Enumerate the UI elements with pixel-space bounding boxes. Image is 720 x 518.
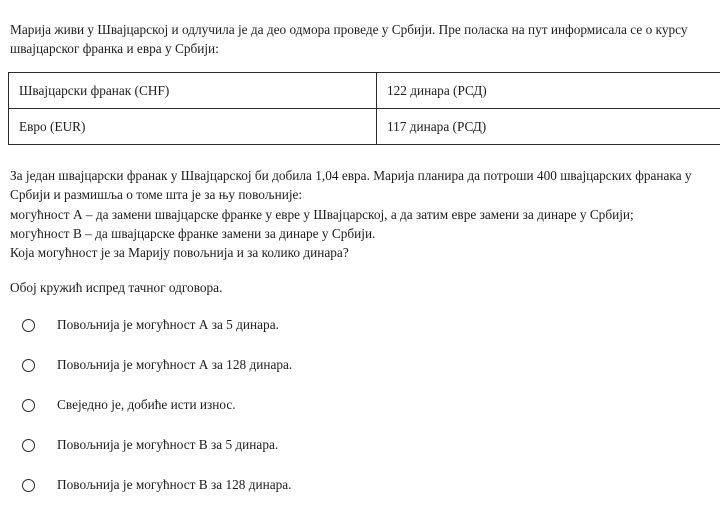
option-b-description: могућност В – да швајцарске франке замени за динаре у Србији. xyxy=(10,226,376,241)
radio-circle-icon[interactable] xyxy=(22,479,35,492)
table-row xyxy=(9,73,720,109)
explanation-paragraph: За један швајцарски франак у Швајцарској би добила 1,04 евра. Марија планира да потроши 400 швајцарских франака у Србији и размишља о томе шта је за њу повољније: xyxy=(10,168,692,203)
answer-option-label: Повољнија је могућност А за 128 динара. xyxy=(57,357,293,372)
radio-circle-icon[interactable] xyxy=(22,399,35,412)
answer-option-label: Повољнија је могућност В за 5 динара. xyxy=(57,437,279,452)
instruction-line: Обој кружић испред тачног одговора. xyxy=(10,280,223,295)
radio-circle-icon[interactable] xyxy=(22,319,35,332)
answer-option-label: Свеједно је, добиће исти износ. xyxy=(57,397,236,412)
exchange-rates-table-body xyxy=(9,73,720,145)
answer-option-label: Повољнија је могућност А за 5 динара. xyxy=(57,317,279,332)
answer-options-list xyxy=(0,315,500,515)
table-cell-value: 122 динара (РСД) xyxy=(377,73,720,109)
table-cell-value: 117 динара (РСД) xyxy=(377,109,720,145)
answer-option-3[interactable] xyxy=(0,395,500,435)
answer-option-4[interactable] xyxy=(0,435,500,475)
table-cell-currency: Евро (EUR) xyxy=(9,109,377,145)
answer-option-2[interactable] xyxy=(0,355,500,395)
table-row xyxy=(9,109,720,145)
answer-option-5[interactable] xyxy=(0,475,500,515)
option-a-description: могућност А – да замени швајцарске франке у евре у Швајцарској, а да затим евре замени за динаре у Србији; xyxy=(10,207,634,222)
radio-circle-icon[interactable] xyxy=(22,439,35,452)
intro-paragraph: Марија живи у Швајцарској и одлучила је да део одмора проведе у Србији. Пре поласка на пут информисала се о курсу швајцарског франка и евра у Србији: xyxy=(10,22,688,57)
answer-option-label: Повољнија је могућност В за 128 динара. xyxy=(57,477,292,492)
answer-option-1[interactable] xyxy=(0,315,500,355)
radio-circle-icon[interactable] xyxy=(22,359,35,372)
table-cell-currency: Швајцарски франак (CHF) xyxy=(9,73,377,109)
question-prompt: Која могућност је за Марију повољнија и за колико динара? xyxy=(10,245,349,260)
exchange-rates-table xyxy=(8,72,720,145)
